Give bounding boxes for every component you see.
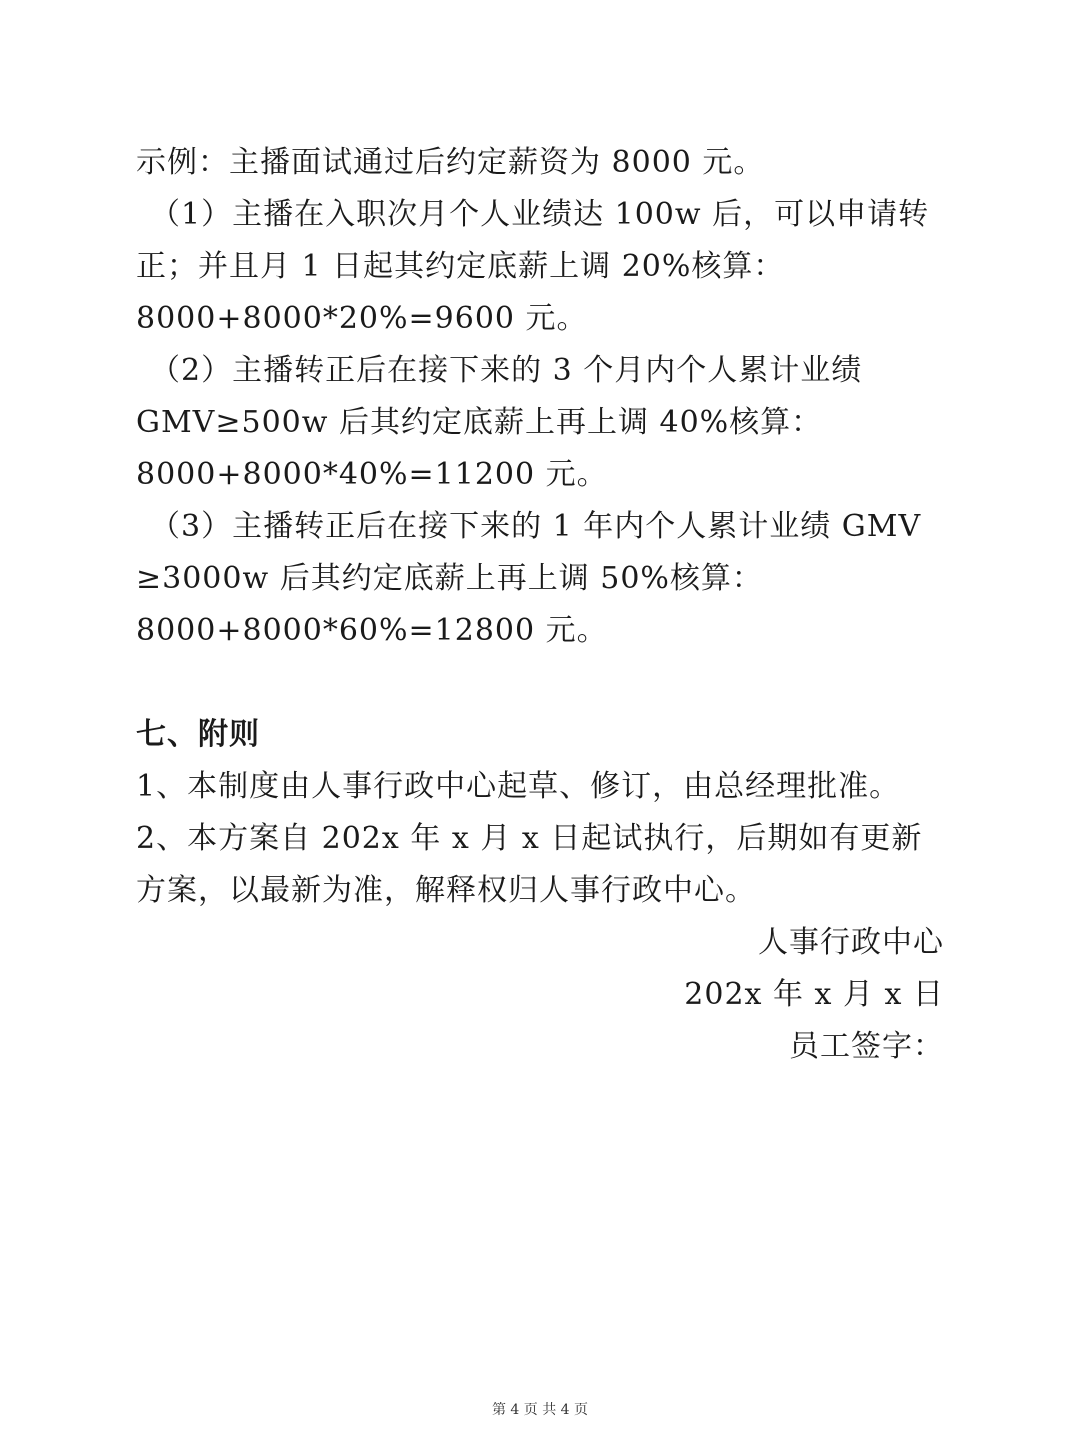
page-footer: 第 4 页 共 4 页	[491, 1402, 589, 1418]
example-item-3-line-3: 8000+8000*60%=12800 元。	[136, 613, 608, 648]
signature-department: 人事行政中心	[758, 925, 944, 960]
appendix-heading: 七、附则	[136, 717, 260, 752]
signature-date: 202x 年 x 月 x 日	[684, 977, 944, 1012]
example-item-2-line-2: GMV≥500w 后其约定底薪上再上调 40%核算：	[136, 405, 823, 440]
appendix-rule-2-line-1: 2、本方案自 202x 年 x 月 x 日起试执行，后期如有更新	[136, 821, 923, 856]
employee-signature-label: 员工签字：	[789, 1029, 944, 1064]
appendix-rule-1: 1、本制度由人事行政中心起草、修订，由总经理批准。	[136, 769, 901, 804]
example-item-3-line-1: （3）主播转正后在接下来的 1 年内个人累计业绩 GMV	[150, 509, 922, 544]
example-item-1-line-3: 8000+8000*20%=9600 元。	[136, 301, 588, 336]
example-intro: 示例：主播面试通过后约定薪资为 8000 元。	[136, 145, 765, 180]
example-item-2-line-1: （2）主播转正后在接下来的 3 个月内个人累计业绩	[150, 353, 863, 388]
example-item-1-line-2: 正；并且月 1 日起其约定底薪上调 20%核算：	[136, 249, 785, 284]
example-item-2-line-3: 8000+8000*40%=11200 元。	[136, 457, 608, 492]
example-item-1-line-1: （1）主播在入职次月个人业绩达 100w 后，可以申请转	[150, 197, 930, 232]
appendix-rule-2-line-2: 方案，以最新为准，解释权归人事行政中心。	[136, 873, 756, 908]
example-item-3-line-2: ≥3000w 后其约定底薪上再上调 50%核算：	[136, 561, 763, 596]
